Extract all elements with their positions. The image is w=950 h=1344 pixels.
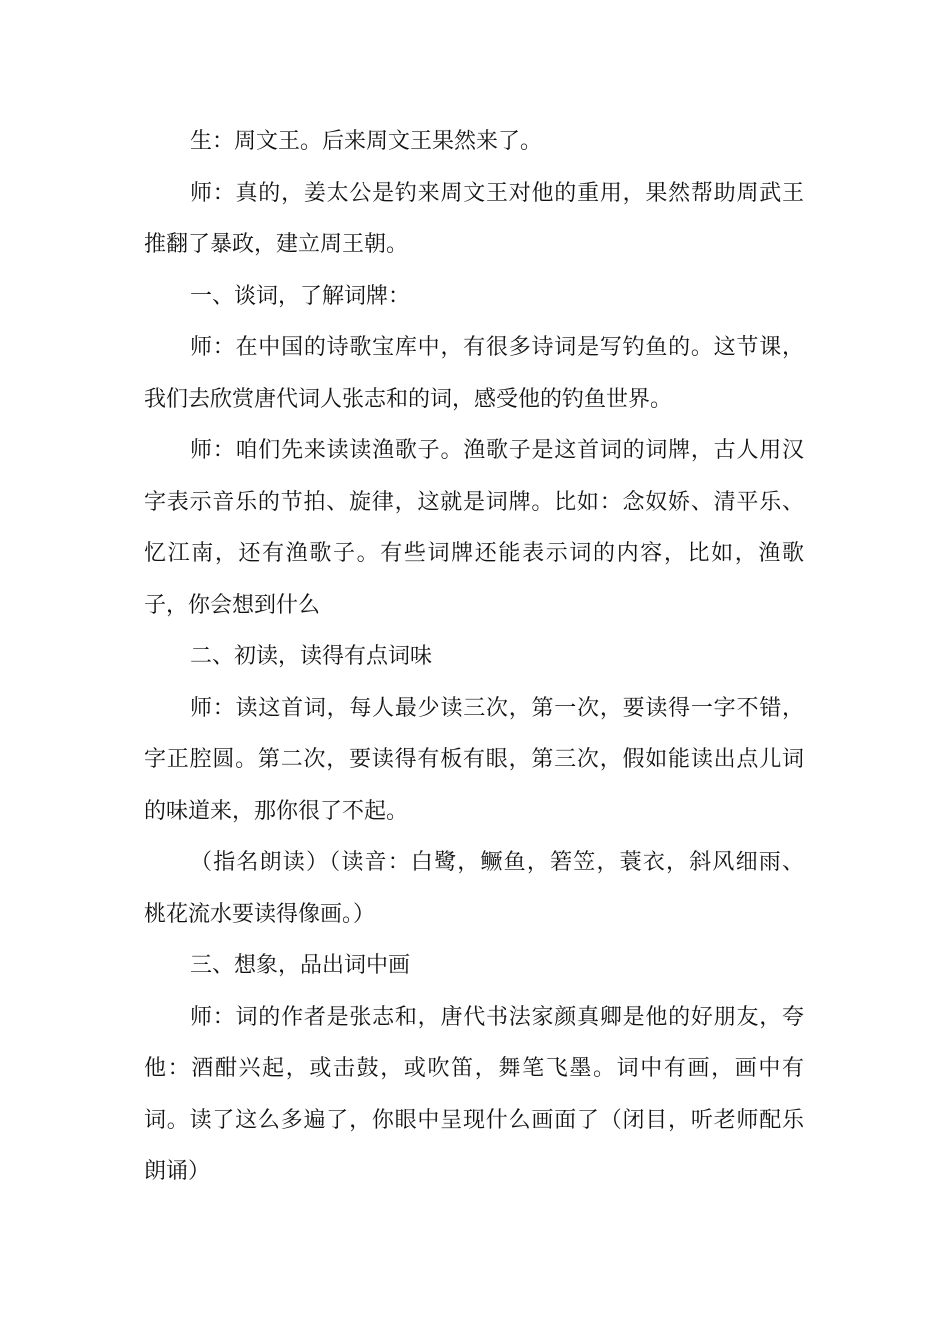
paragraph-teacher-author-intro <box>144 992 804 1198</box>
text-line: 师：真的，姜太公是钓来周文王对他的重用，果然帮助周武王 <box>190 180 804 206</box>
text-line: 字表示音乐的节拍、旋律，这就是词牌。比如：念奴娇、清平乐、 <box>144 489 804 515</box>
text-line: 桃花流水要读得像画。） <box>144 901 376 927</box>
document-body <box>144 116 804 1198</box>
text-line: 词。读了这么多遍了，你眼中呈现什么画面了（闭目，听老师配乐 <box>144 1107 804 1133</box>
text-line: 师：读这首词，每人最少读三次，第一次，要读得一字不错， <box>190 695 804 721</box>
section-heading-2 <box>144 631 804 683</box>
text-line: 我们去欣赏唐代词人张志和的词，感受他的钓鱼世界。 <box>144 386 673 412</box>
section-heading-1 <box>144 271 804 323</box>
text-line: 师：在中国的诗歌宝库中，有很多诗词是写钓鱼的。这节课， <box>190 335 804 360</box>
text-line: 推翻了暴政，建立周王朝。 <box>144 232 409 257</box>
text-line: 生：周文王。后来周文王果然来了。 <box>190 129 543 154</box>
paragraph-student-answer <box>144 116 804 168</box>
text-line: 朗诵） <box>144 1159 211 1184</box>
heading-line: 一、谈词，了解词牌： <box>190 283 411 309</box>
text-line: 字正腔圆。第二次，要读得有板有眼，第三次，假如能读出点儿词 <box>144 747 804 772</box>
text-line: 他：酒酣兴起，或击鼓，或吹笛，舞笔飞墨。词中有画，画中有 <box>144 1056 804 1081</box>
heading-line: 二、初读，读得有点词味 <box>190 644 433 669</box>
text-line: 师：词的作者是张志和，唐代书法家颜真卿是他的好朋友，夸 <box>190 1004 804 1030</box>
text-line: 子，你会想到什么 <box>144 592 321 618</box>
paragraph-teacher-reading-instructions <box>144 683 804 838</box>
text-line: （指名朗读）（读音：白鹭，鳜鱼，箬笠，蓑衣，斜风细雨、 <box>190 850 804 875</box>
section-heading-3 <box>144 940 804 992</box>
paragraph-teacher-poetry-treasury <box>144 322 804 425</box>
text-line: 忆江南，还有渔歌子。有些词牌还能表示词的内容，比如，渔歌 <box>144 541 804 566</box>
paragraph-teacher-jiang-taigong <box>144 168 804 271</box>
paragraph-reading-note <box>144 837 804 940</box>
heading-line: 三、想象，品出词中画 <box>190 953 411 978</box>
paragraph-teacher-cipai <box>144 425 804 631</box>
text-line: 的味道来，那你很了不起。 <box>144 798 409 824</box>
text-line: 师：咱们先来读读渔歌子。渔歌子是这首词的词牌，古人用汉 <box>190 438 804 463</box>
